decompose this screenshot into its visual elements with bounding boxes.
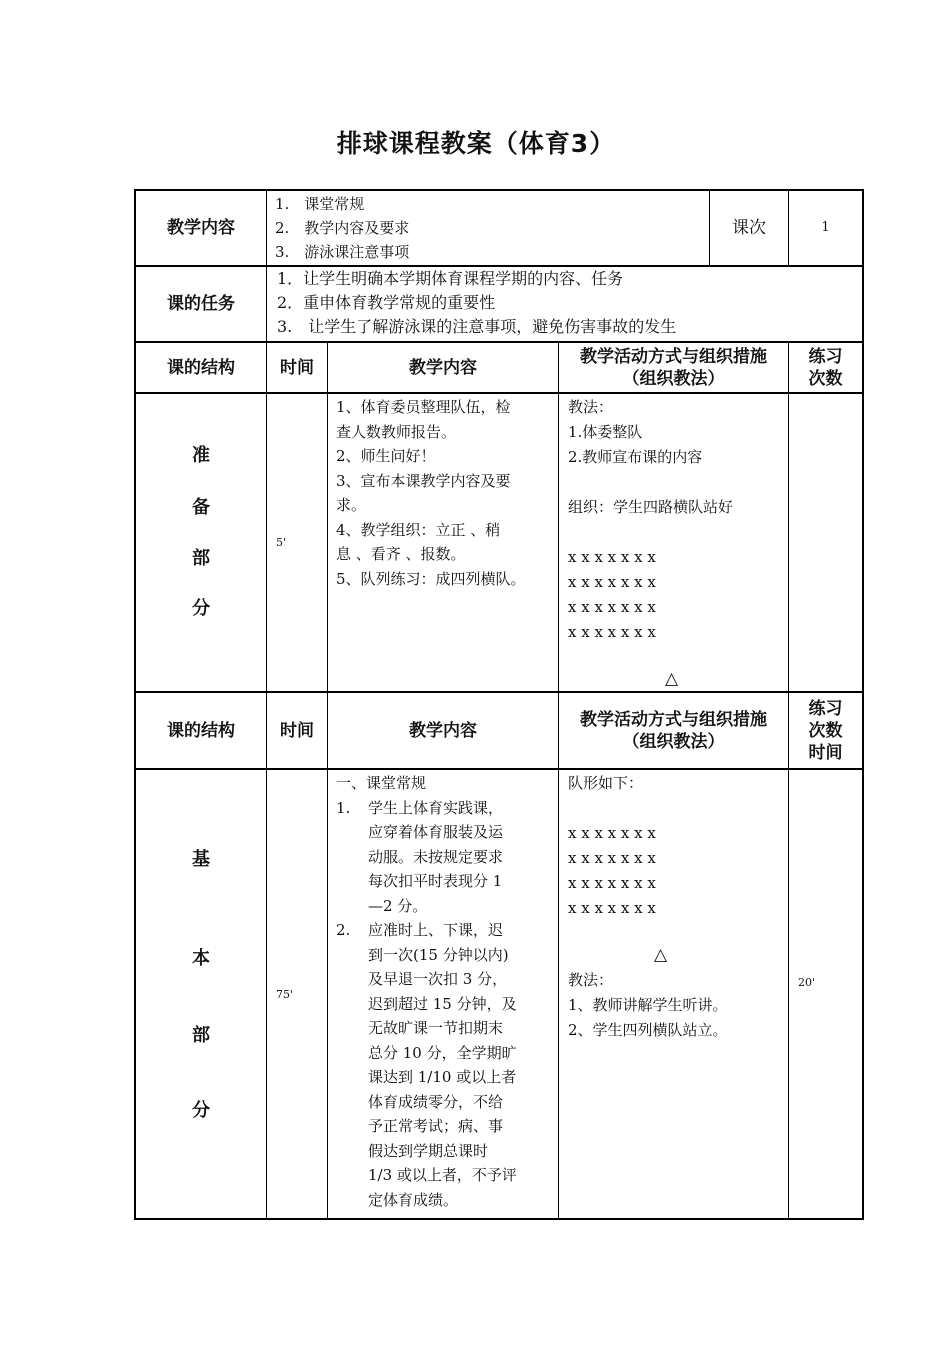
basic-content [328, 770, 558, 1218]
header-structure: 课的结构 [167, 720, 235, 741]
content-line: 4、教学组织：立正 、稍 [336, 520, 501, 539]
section-char: 基 [192, 849, 210, 870]
teaching-content-label: 教学内容 [167, 218, 235, 238]
formation-row: x x x x x x x [568, 623, 656, 641]
method-line: 1、教师讲解学生听讲。 [568, 996, 728, 1014]
content-line: 予正常考试；病、事 [368, 1117, 504, 1135]
page-title: 排球课程教案（体育3） [336, 129, 616, 158]
content-line: 3、宣布本课教学内容及要 [336, 471, 511, 490]
content-line: 学生上体育实践课， [368, 798, 504, 817]
list-item: 1．让学生明确本学期体育课程学期的内容、任务 [277, 269, 624, 288]
method-line: 教法： [568, 398, 614, 416]
lesson-task-list [267, 267, 862, 341]
lesson-task-label: 课的任务 [167, 294, 235, 314]
header-practice [789, 343, 862, 392]
formation-row: x x x x x x x [568, 899, 656, 917]
prep-time: 5' [276, 536, 287, 549]
content-line: 应穿着体育服装及运 [368, 823, 504, 841]
section-char: 准 [192, 445, 210, 466]
formation-row: x x x x x x x [568, 849, 656, 867]
lesson-number-label: 课次 [732, 218, 766, 238]
formation-row: x x x x x x x [568, 824, 656, 842]
basic-method [559, 770, 788, 1218]
prep-method [559, 394, 788, 691]
header-method [559, 693, 788, 768]
content-line: 2、师生问好！ [336, 447, 436, 465]
content-line: 到一次(15 分钟以内) [368, 945, 509, 964]
content-line: 及早退一次扣 3 分， [368, 970, 508, 988]
formation-row: x x x x x x x [568, 573, 656, 591]
section-char: 分 [192, 598, 210, 619]
item-number: 2. [336, 921, 351, 939]
header-time: 时间 [280, 720, 314, 741]
header-time: 时间 [280, 357, 314, 378]
content-line: 查人数教师报告。 [336, 422, 457, 441]
section-char: 部 [192, 548, 210, 569]
header-method-line: 教学活动方式与组织措施 [580, 709, 767, 730]
content-line: 5、队列练习：成四列横队。 [336, 569, 526, 588]
method-line: 1.体委整队 [568, 423, 643, 441]
content-line: 求。 [336, 496, 367, 514]
content-title: 一、课堂常规 [336, 774, 427, 792]
list-item: 3. 让学生了解游泳课的注意事项，避免伤害事故的发生 [277, 317, 677, 336]
list-item: 1. 课堂常规 [275, 195, 365, 213]
content-line: 1、体育委员整理队伍，检 [336, 398, 511, 416]
list-item: 2．重申体育教学常规的重要性 [277, 293, 496, 312]
formation-row: x x x x x x x [568, 548, 656, 566]
header-content: 教学内容 [409, 720, 477, 741]
header-method-line: 教学活动方式与组织措施 [580, 346, 767, 367]
header-practice-line: 次数 [808, 720, 843, 741]
prep-content [328, 394, 558, 691]
content-line: 假达到学期总课时 [368, 1141, 489, 1160]
content-line: 迟到超过 15 分钟，及 [368, 994, 517, 1013]
header-method [559, 343, 788, 392]
method-line: 2、学生四列横队站立。 [568, 1021, 728, 1039]
content-line: 课达到 1/10 或以上者 [368, 1068, 517, 1086]
content-line: 1/3 或以上者，不予评 [368, 1166, 517, 1184]
header-practice-line: 练习 [808, 698, 843, 719]
formation-row: x x x x x x x [568, 874, 656, 892]
header-content: 教学内容 [409, 357, 477, 378]
lesson-number-value: 1 [821, 220, 830, 235]
content-line: 应准时上、下课，迟 [368, 921, 504, 939]
section-char: 本 [192, 948, 210, 969]
basic-practice-time: 20' [798, 976, 816, 989]
header-practice-line: 练习 [808, 346, 843, 367]
header-method-line: （组织教法） [622, 731, 725, 752]
content-line: 动服。未按规定要求 [368, 847, 504, 866]
method-line: 队形如下： [568, 774, 644, 792]
list-item: 3. 游泳课注意事项 [275, 243, 410, 261]
header-practice-line: 次数 [808, 368, 843, 389]
header-practice [789, 693, 862, 768]
method-line: 教法： [568, 971, 614, 989]
teacher-position-icon: △ [654, 945, 668, 965]
basic-time: 75' [276, 987, 294, 1001]
section-char: 部 [192, 1025, 210, 1046]
method-line: 2.教师宣布课的内容 [568, 448, 703, 466]
content-line: 体育成绩零分，不给 [368, 1092, 504, 1111]
method-line: 组织：学生四路横队站好 [568, 498, 734, 516]
header-structure: 课的结构 [167, 357, 235, 378]
list-item: 2. 教学内容及要求 [275, 219, 410, 237]
content-line: 总分 10 分，全学期旷 [368, 1043, 517, 1062]
header-practice-line: 时间 [808, 742, 843, 763]
formation-row: x x x x x x x [568, 598, 656, 616]
content-line: —2 分。 [368, 896, 428, 915]
item-number: 1. [336, 798, 351, 817]
header-method-line: （组织教法） [622, 368, 725, 389]
content-line: 定体育成绩。 [368, 1190, 459, 1209]
section-char: 备 [192, 497, 210, 518]
section-char: 分 [192, 1100, 210, 1121]
teaching-content-list [267, 191, 709, 265]
content-line: 无故旷课一节扣期末 [368, 1019, 504, 1037]
teacher-position-icon: △ [665, 669, 679, 689]
content-line: 息 、看齐 、报数。 [336, 545, 466, 563]
content-line: 每次扣平时表现分 1 [368, 872, 503, 890]
